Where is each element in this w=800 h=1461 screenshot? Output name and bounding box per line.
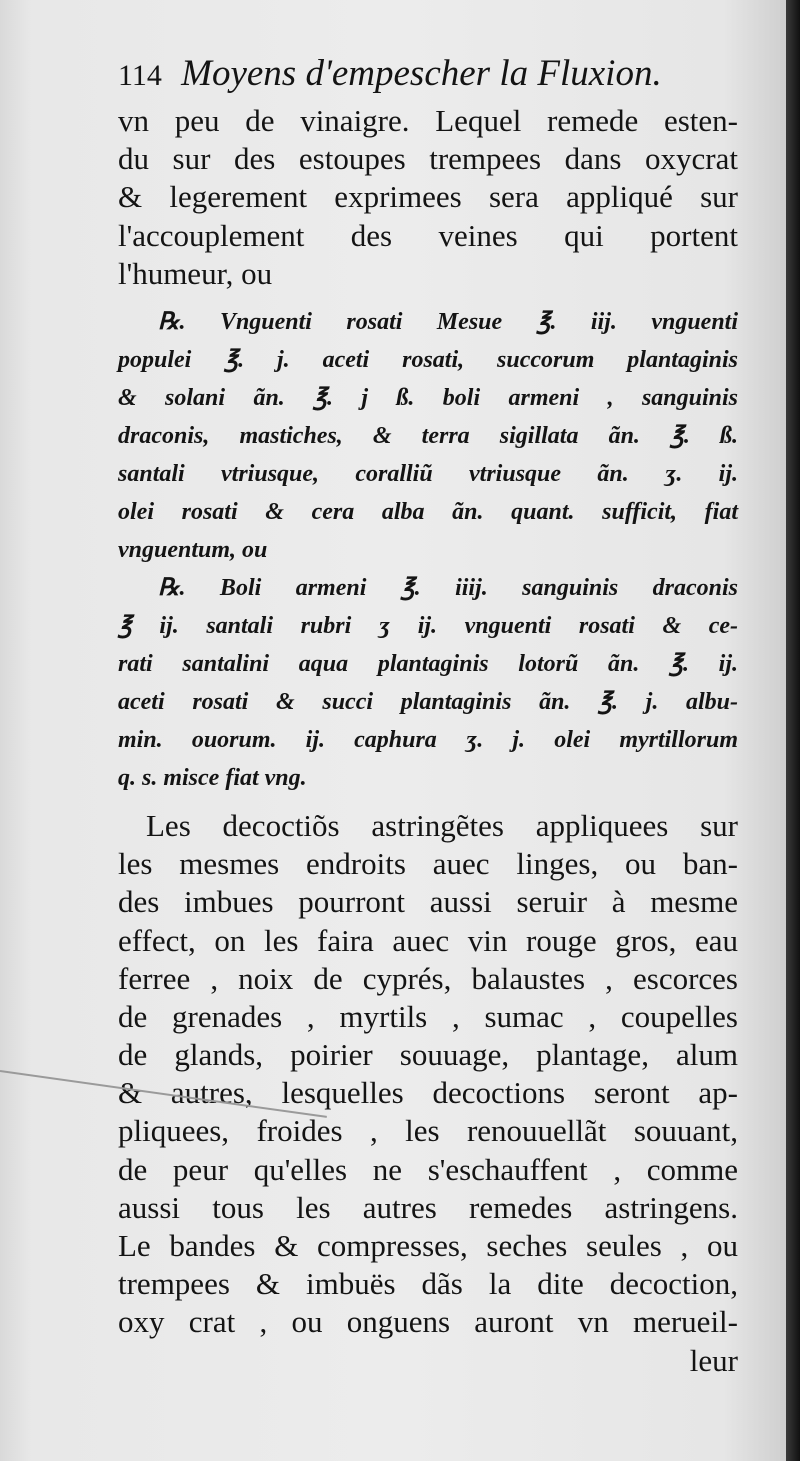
text-line: & legerement exprimees sera appliqué sur xyxy=(118,179,738,215)
text-line: Le bandes & compresses, seches seules , ou xyxy=(118,1228,738,1263)
text-line: ferree , noix de cyprés, balaustes , escorces xyxy=(118,960,738,996)
recipe-line: populei ℥. j. aceti rosati, succorum plantaginis xyxy=(118,346,738,373)
recipe-line: vnguentum, ou xyxy=(118,536,268,563)
text-line: du sur des estoupes trempees dans oxycrat xyxy=(118,141,738,177)
recipe-line: min. ouorum. ij. caphura ʒ. j. olei myrtillorum xyxy=(118,726,738,753)
paragraph-intro xyxy=(118,102,738,293)
paragraph-decoctions xyxy=(118,807,738,1380)
running-title: Moyens d'empescher la Fluxion. xyxy=(181,53,662,94)
recipe-line: rati santalini aqua plantaginis lotorũ ãn. ℥. ij. xyxy=(118,650,738,677)
recipe-line: aceti rosati & succi plantaginis ãn. ℥. j. albu- xyxy=(118,688,738,715)
text-line: effect, on les faira auec vin rouge gros, eau xyxy=(118,922,738,958)
recipe-line: santali vtriusque, coralliũ vtriusque ãn. ʒ. ij. xyxy=(118,460,738,487)
text-line: oxy crat , ou onguens auront vn merueil- xyxy=(118,1304,738,1340)
text-line: pliquees, froides , les renouuellãt souuant, xyxy=(118,1113,738,1149)
catchword: leur xyxy=(689,1342,738,1378)
running-header xyxy=(118,48,738,102)
text-line: vn peu de vinaigre. Lequel remede esten- xyxy=(118,103,738,138)
text-line: l'accouplement des veines qui portent xyxy=(118,217,738,253)
recipe-first xyxy=(118,303,738,569)
text-line: des imbues pourront aussi seruir à mesme xyxy=(118,884,738,920)
recipe-line: ℞. Vnguenti rosati Mesue ℥. iij. vnguenti xyxy=(158,308,738,335)
text-line: trempees & imbuës dãs la dite decoction, xyxy=(118,1266,738,1302)
binding-edge xyxy=(786,0,800,1461)
recipe-line: ℥ ij. santali rubri ʒ ij. vnguenti rosati & ce- xyxy=(118,612,738,639)
text-line: & autres, lesquelles decoctions seront ap- xyxy=(118,1075,738,1111)
recipe-second xyxy=(118,569,738,797)
recipe-line: draconis, mastiches, & terra sigillata ãn. ℥. ß. xyxy=(118,422,738,449)
text-line: Les decoctiõs astringẽtes appliquees sur xyxy=(146,807,738,843)
text-line: de grenades , myrtils , sumac , coupelles xyxy=(118,998,738,1034)
recipe-line: olei rosati & cera alba ãn. quant. sufficit, fiat xyxy=(118,498,738,525)
page-text-block xyxy=(118,48,738,1380)
text-line: l'humeur, ou xyxy=(118,255,273,291)
recipe-line: ℞. Boli armeni ℥. iiij. sanguinis draconis xyxy=(158,574,738,601)
text-line: de glands, poirier souuage, plantage, alum xyxy=(118,1037,738,1073)
recipe-line: q. s. misce fiat vng. xyxy=(118,764,307,791)
text-line: de peur qu'elles ne s'eschauffent , comme xyxy=(118,1151,738,1187)
text-line: les mesmes endroits auec linges, ou ban- xyxy=(118,846,738,882)
text-line: aussi tous les autres remedes astringens. xyxy=(118,1189,738,1225)
page-number: 114 xyxy=(118,59,162,92)
recipe-line: & solani ãn. ℥. j ß. boli armeni , sanguinis xyxy=(118,384,738,411)
